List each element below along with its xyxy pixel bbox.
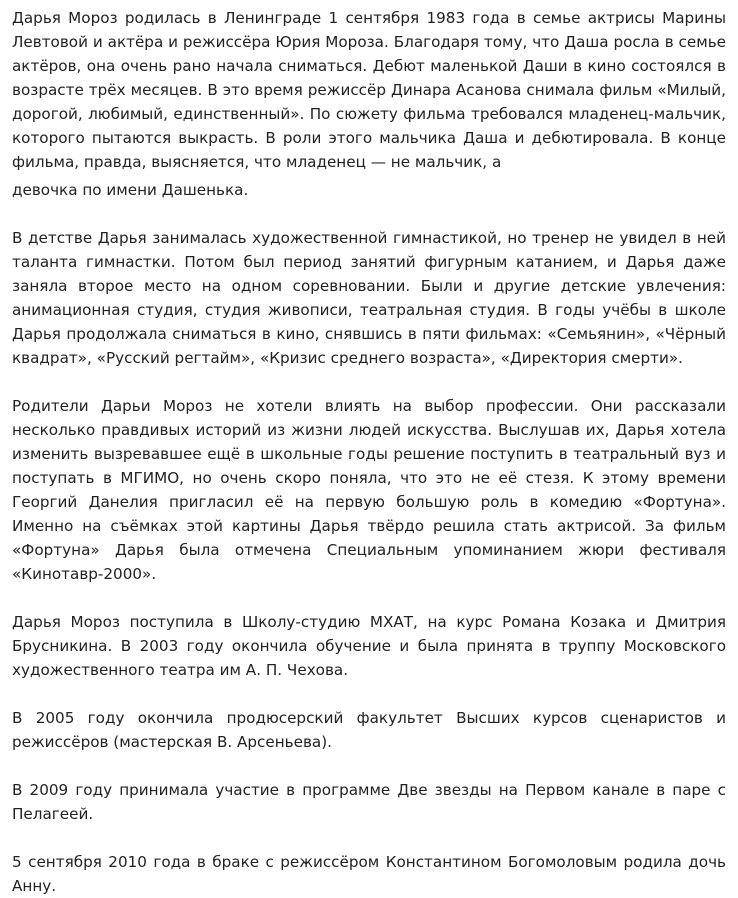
paragraph-two-stars: В 2009 году принимала участие в программе Две звезды на Первом канале в паре с Пелагеей.: [12, 781, 726, 823]
paragraph-birth-text: Дарья Мороз родилась в Ленинграде 1 сентября 1983 года в семье актрисы Марины Левтовой и актёра и режиссёра Юрия Мороза. Благодаря тому, что Даша росла в семье актёров, она очень рано начала сниматься. Дебют маленькой Даши в кино состоялся в возрасте трёх месяцев. В это время режиссёр Динара Асанова снимала фильм «Милый, дорогой, любимый, единственный». По сюжету фильма требовался младенец-мальчик, которого пытаются выкрасть. В роли этого мальчика Даша и дебютировала. В конце фильма, правда, выясняется, что младенец — не мальчик, а: [12, 9, 726, 171]
paragraph-birth-tail: девочка по имени Дашенька.: [12, 181, 249, 199]
paragraph-birth: [12, 6, 726, 202]
paragraph-profession: Родители Дарьи Мороз не хотели влиять на выбор профессии. Они рассказали несколько правдивых историй из жизни людей искусства. Выслушав их, Дарья хотела изменить вызревавшее ещё в школьные годы решение поступить в театральный вуз и поступать в МГИМО, но очень скоро поняла, что это не её стезя. К этому времени Георгий Данелия пригласил её на первую большую роль в комедию «Фортуна». Именно на съёмках этой картины Дарья твёрдо решила стать актрисой. За фильм «Фортуна» Дарья была отмечена Специальным упоминанием жюри фестиваля «Кинотавр-2000».: [12, 397, 726, 583]
paragraph-education: Дарья Мороз поступила в Школу-студию МХАТ, на курс Романа Козака и Дмитрия Брусникина. В 2003 году окончила обучение и была принята в труппу Московского художественного театра им А. П. Чехова.: [12, 613, 726, 679]
paragraph-daughter: 5 сентября 2010 года в браке с режиссёром Константином Богомоловым родила дочь Анну.: [12, 853, 726, 895]
paragraph-childhood: В детстве Дарья занималась художественной гимнастикой, но тренер не увидел в ней таланта гимнастки. Потом был период занятий фигурным катанием, и Дарья даже заняла второе место на одном соревновании. Были и другие детские увлечения: анимационная студия, студия живописи, театральная студия. В годы учёбы в школе Дарья продолжала сниматься в кино, снявшись в пяти фильмах: «Семьянин», «Чёрный квадрат», «Русский регтайм», «Кризис среднего возраста», «Директория смерти».: [12, 229, 726, 367]
paragraph-producer-courses: В 2005 году окончила продюсерский факультет Высших курсов сценаристов и режиссёров (мастерская В. Арсеньева).: [12, 709, 726, 751]
